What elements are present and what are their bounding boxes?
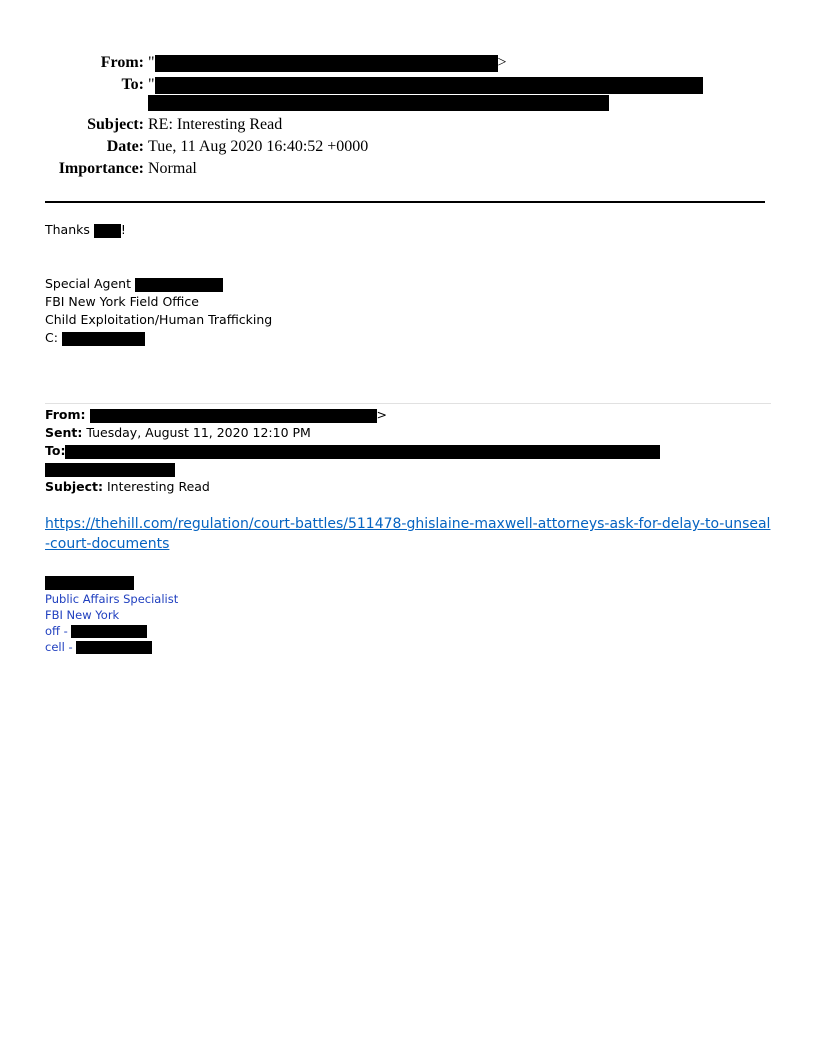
reply-signature-office: FBI New York Field Office [45, 294, 199, 309]
redaction-box [45, 463, 175, 477]
original-subject-label: Subject: [45, 479, 103, 494]
original-from-row: From: > [45, 407, 387, 422]
reply-signature-title: Special Agent [45, 275, 223, 293]
redaction-box [76, 641, 152, 654]
original-subject-row [45, 478, 210, 496]
article-link[interactable]: https://thehill.com/regulation/court-battles/511478-ghislaine-maxwell-attorneys-ask-for-delay-to-unseal-court-documents [45, 516, 771, 552]
from-label: From: [100, 54, 144, 71]
original-to-row [45, 442, 660, 460]
importance-label: Importance: [58, 160, 144, 177]
original-to-label: To: [45, 443, 66, 458]
original-signature-office-phone: off - [45, 623, 147, 639]
redaction-box [148, 95, 609, 111]
to-label: To: [121, 76, 144, 93]
original-sent-value: Tuesday, August 11, 2020 12:10 PM [86, 425, 311, 440]
original-from-label: From: [45, 407, 86, 422]
reply-signature-unit: Child Exploitation/Human Trafficking [45, 312, 273, 327]
redaction-box [155, 55, 498, 72]
importance-value: Normal [148, 160, 197, 177]
original-signature-title: Public Affairs Specialist [45, 592, 179, 606]
original-subject-value: Interesting Read [106, 479, 210, 494]
redaction-box [62, 332, 145, 346]
subject-value: RE: Interesting Read [148, 116, 283, 133]
redaction-box [94, 224, 121, 238]
date-value: Tue, 11 Aug 2020 16:40:52 +0000 [148, 138, 369, 155]
date-label: Date: [106, 138, 144, 155]
quoted-message-divider [45, 403, 771, 404]
redaction-box [90, 409, 377, 423]
from-value: " > [148, 54, 507, 71]
redaction-box [45, 576, 134, 590]
redaction-box [65, 445, 660, 459]
reply-signature-cell: C: [45, 329, 145, 347]
original-sent-label: Sent: [45, 425, 83, 440]
original-signature-org: FBI New York [45, 608, 120, 622]
original-signature-cell-phone: cell - [45, 639, 152, 655]
original-sent-row [45, 424, 311, 442]
redaction-box [135, 278, 223, 292]
header-divider [45, 201, 765, 203]
to-value: " [148, 75, 703, 95]
redaction-box [155, 77, 703, 94]
reply-thanks-line: Thanks ! [45, 222, 126, 237]
redaction-box [71, 625, 147, 638]
subject-label: Subject: [87, 116, 144, 133]
